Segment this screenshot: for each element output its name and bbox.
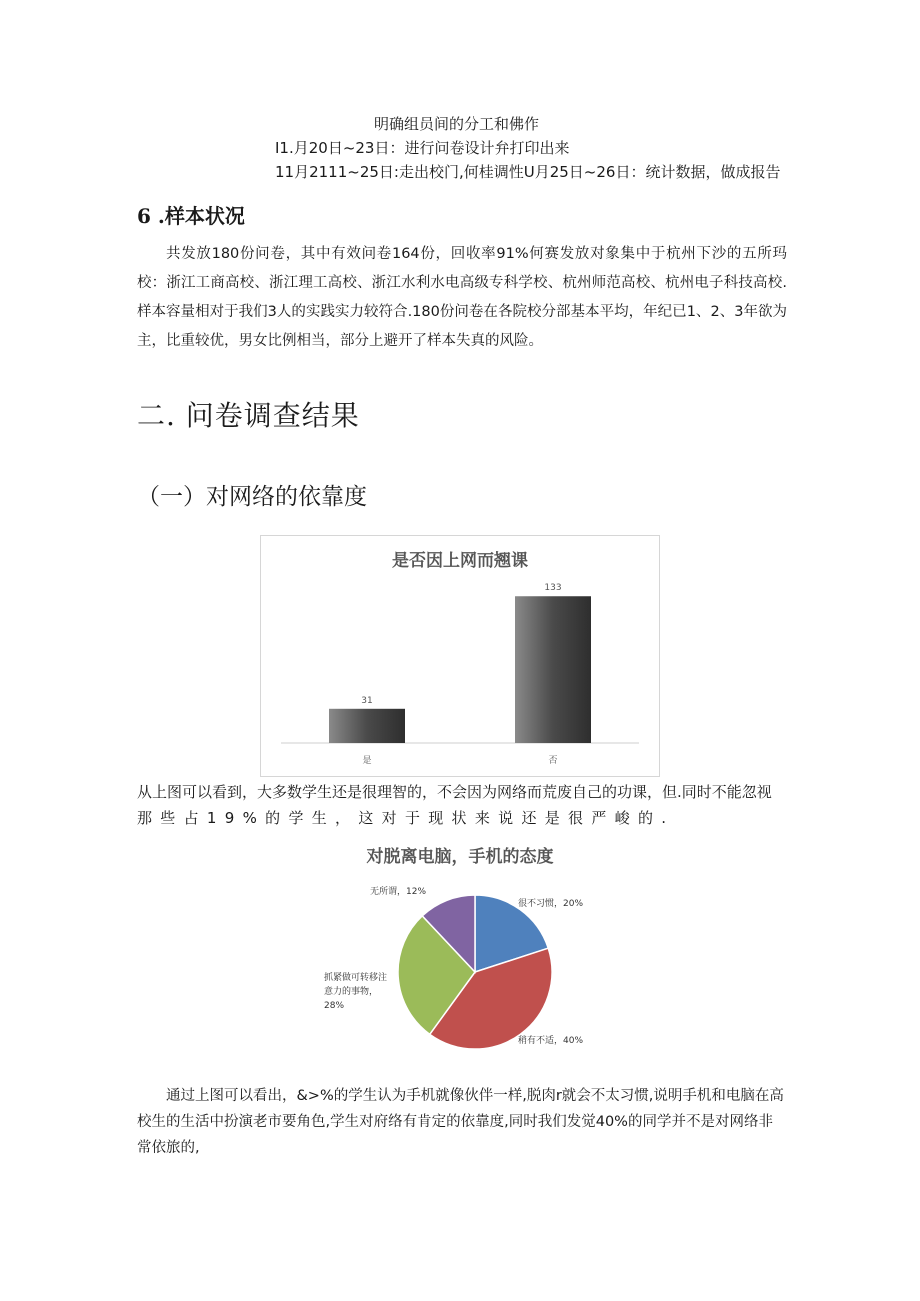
section-6-paragraph: 共发放180份问卷，其中有效问卷164份，回收率91%何赛发放对象集中于杭州下沙的五所玛校：浙江工商高校、浙江理工高校、浙江水利水电高级专科学校、杭州师范高校、杭州电子科技高校.样本容量相对于我们3人的实践实力较符合.180份问卷在各院校分部基本平均，年纪已1、2、3年欲为主，比重较优，男女比例相当，部分上避开了样本失真的风险。	[137, 246, 787, 349]
bar-analysis-line-2: 那些占19%的学生，这对于现状来说还是很严峻的.	[137, 809, 675, 827]
schedule-line-3: 11月2111~25日:走出校门,何桂调性U月25日~26日：统计数据，做成报告	[275, 163, 781, 181]
section-6-heading: 6 .样本状况	[137, 204, 245, 228]
pie-label-distract-line-2: 意力的事物，	[324, 987, 379, 997]
bar-1	[515, 596, 591, 743]
schedule-line-1: 明确组员间的分工和佛作	[374, 115, 540, 133]
skip-class-bar-chart	[260, 535, 660, 777]
bar-value-label-1: 133	[544, 583, 562, 594]
pie-label-slightly-uncomfortable: 稍有不适，40%	[518, 1036, 584, 1046]
bar-analysis-line-1: 从上图可以看到，大多数学生还是很理智的，不会因为网络而荒废自己的功课，但.同时不能忽视	[137, 783, 772, 801]
bar-value-label-0: 31	[361, 695, 373, 706]
attitude-pie-chart	[300, 840, 620, 1070]
pie-label-indifferent: 无所谓，12%	[370, 887, 427, 897]
dependence-subheading: （一）对网络的依靠度	[137, 484, 367, 510]
results-heading: 二. 问卷调查结果	[137, 399, 360, 432]
bar-chart-title: 是否因上网而翘课	[392, 551, 528, 571]
pie-label-distract-line-3: 28%	[324, 1001, 345, 1011]
pie-chart-title: 对脱离电脑，手机的态度	[366, 847, 554, 867]
schedule-line-2: I1.月20日~23日：进行问卷设计弁打印出来	[275, 139, 570, 157]
bar-0	[329, 709, 405, 743]
pie-chart-svg	[300, 840, 620, 1070]
bar-chart-svg	[261, 536, 659, 776]
pie-label-very-uncomfortable: 很不习惯，20%	[518, 899, 584, 909]
bar-category-label-1: 否	[548, 756, 558, 766]
bar-category-label-0: 是	[362, 756, 372, 766]
pie-label-distract-line-1: 抓紧做可转移注	[324, 973, 388, 983]
pie-analysis-paragraph: 通过上图可以看出，&>%的学生认为手机就像伙伴一样,脱肉r就会不太习惯,说明手机和电脑在高校生的生活中扮演老市要角色,学生对府络有肯定的依靠度,同时我们发觉40%的同学并不是对网络非常依旅的,	[137, 1088, 784, 1156]
